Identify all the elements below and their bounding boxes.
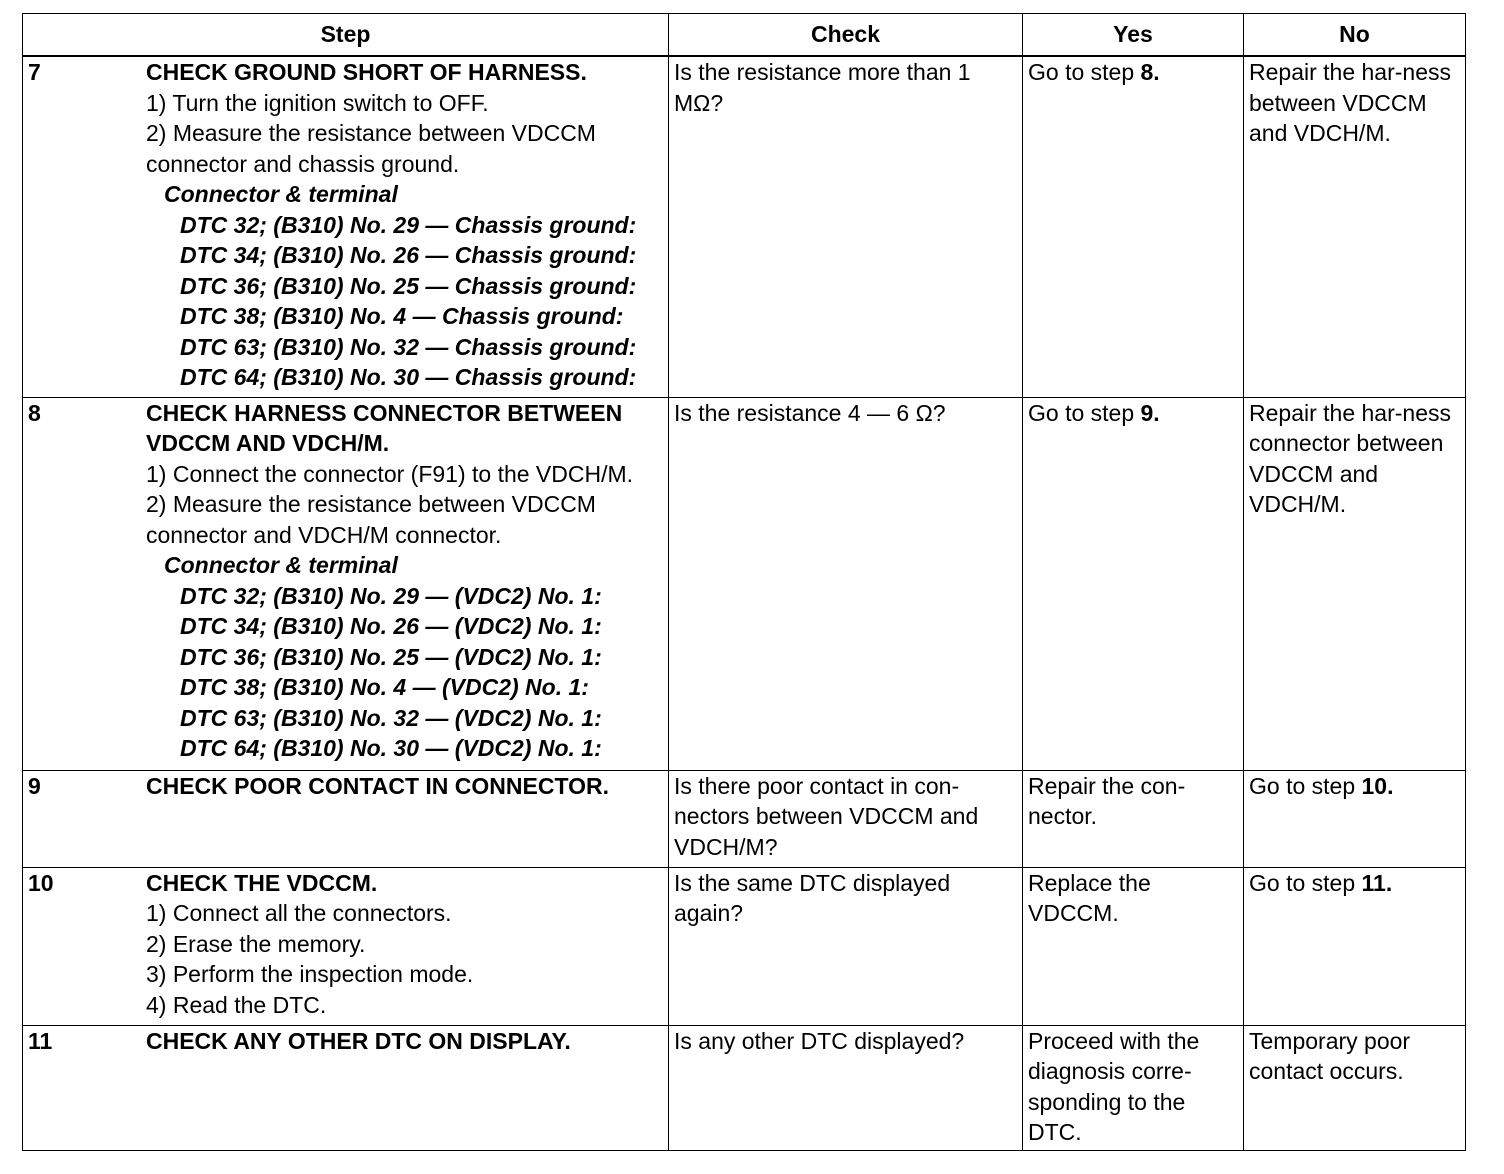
check-cell [669, 56, 1023, 397]
header-no: No [1244, 14, 1466, 57]
table-row [23, 770, 1466, 867]
connector-terminal-label: Connector & terminal [164, 181, 398, 207]
no-cell [1244, 397, 1466, 770]
terminal-spec: DTC 34; (B310) No. 26 — (VDC2) No. 1: [180, 613, 602, 639]
no-text: Go to step [1249, 869, 1362, 896]
table-row [23, 56, 1466, 397]
yes-text: Proceed with the diagnosis corre-sponding to the DTC. [1028, 1027, 1200, 1145]
terminal-spec: DTC 63; (B310) No. 32 — Chassis ground: [180, 333, 637, 360]
step-instruction: 1) Connect all the connectors. [146, 900, 452, 926]
step-instruction: 2) Measure the resistance between VDCCM connector and VDCH/M connector. [146, 491, 596, 548]
terminal-spec: DTC 34; (B310) No. 26 — Chassis ground: [180, 242, 637, 268]
step-cell [23, 867, 669, 1025]
check-text: Is any other DTC displayed? [674, 1027, 965, 1054]
check-text: Is the same DTC displayed again? [674, 869, 951, 926]
yes-cell [1023, 56, 1244, 397]
terminal-spec: DTC 64; (B310) No. 30 — Chassis ground: [180, 364, 637, 390]
table-row [23, 867, 1466, 1025]
diagnostic-table [22, 13, 1466, 1151]
step-cell [23, 56, 669, 397]
no-text: Repair the har-ness between VDCCM and VDCH/M. [1249, 59, 1451, 146]
step-number: 9 [28, 772, 41, 799]
yes-text: Go to step [1028, 399, 1141, 426]
yes-step-ref: 8. [1140, 59, 1160, 85]
check-text: Is there poor contact in con-nectors between VDCCM and VDCH/M? [674, 772, 979, 860]
step-instruction: 1) Connect the connector (F91) to the VDCH/M. [146, 460, 634, 487]
step-number: 8 [28, 399, 41, 426]
step-body [146, 1026, 663, 1057]
step-title: CHECK HARNESS CONNECTOR BETWEEN VDCCM AND VDCH/M. [146, 399, 623, 456]
step-number: 7 [28, 59, 41, 85]
no-text: Repair the har-ness connector between VDCCM and VDCH/M. [1249, 399, 1451, 517]
step-instruction: 3) Perform the inspection mode. [146, 961, 474, 987]
header-check: Check [669, 14, 1023, 57]
yes-step-ref: 9. [1140, 399, 1160, 426]
yes-cell [1023, 1025, 1244, 1150]
no-cell [1244, 867, 1466, 1025]
terminal-spec: DTC 36; (B310) No. 25 — Chassis ground: [180, 272, 637, 299]
no-text: Temporary poor contact occurs. [1249, 1027, 1411, 1084]
step-body [146, 398, 663, 764]
step-title: CHECK GROUND SHORT OF HARNESS. [146, 59, 587, 85]
terminal-spec: DTC 64; (B310) No. 30 — (VDC2) No. 1: [180, 735, 602, 761]
no-step-ref: 11. [1361, 869, 1393, 896]
no-cell [1244, 56, 1466, 397]
no-cell [1244, 770, 1466, 867]
step-title: CHECK THE VDCCM. [146, 869, 378, 896]
yes-text: Replace the VDCCM. [1028, 869, 1151, 926]
header-step: Step [23, 14, 669, 57]
step-body [146, 57, 663, 393]
yes-cell [1023, 867, 1244, 1025]
check-cell [669, 770, 1023, 867]
step-cell [23, 397, 669, 770]
check-cell [669, 1025, 1023, 1150]
no-cell [1244, 1025, 1466, 1150]
header-row [23, 14, 1466, 57]
terminal-spec: DTC 32; (B310) No. 29 — (VDC2) No. 1: [180, 582, 602, 609]
step-instruction: 4) Read the DTC. [146, 991, 327, 1018]
header-yes: Yes [1023, 14, 1244, 57]
check-text: Is the resistance 4 — 6 Ω? [674, 399, 946, 426]
yes-cell [1023, 397, 1244, 770]
step-instruction: 2) Erase the memory. [146, 930, 366, 957]
terminal-spec: DTC 38; (B310) No. 4 — (VDC2) No. 1: [180, 674, 589, 700]
table-body [23, 56, 1466, 1150]
step-number: 10 [28, 869, 54, 896]
step-instruction: 1) Turn the ignition switch to OFF. [146, 89, 489, 116]
step-cell [23, 770, 669, 867]
connector-terminal-label: Connector & terminal [164, 552, 398, 578]
step-body [146, 771, 663, 802]
yes-cell [1023, 770, 1244, 867]
terminal-spec: DTC 63; (B310) No. 32 — (VDC2) No. 1: [180, 704, 602, 731]
step-instruction: 2) Measure the resistance between VDCCM connector and chassis ground. [146, 120, 596, 177]
step-title: CHECK ANY OTHER DTC ON DISPLAY. [146, 1027, 571, 1054]
step-body [146, 868, 663, 1021]
step-title: CHECK POOR CONTACT IN CONNECTOR. [146, 772, 609, 799]
no-step-ref: 10. [1361, 772, 1394, 799]
step-number: 11 [28, 1027, 53, 1054]
table-row [23, 397, 1466, 770]
no-text: Go to step [1249, 772, 1362, 799]
step-cell [23, 1025, 669, 1150]
check-cell [669, 397, 1023, 770]
terminal-spec: DTC 38; (B310) No. 4 — Chassis ground: [180, 303, 624, 329]
yes-text: Go to step [1028, 59, 1141, 85]
terminal-spec: DTC 36; (B310) No. 25 — (VDC2) No. 1: [180, 643, 602, 670]
table-row [23, 1025, 1466, 1150]
check-cell [669, 867, 1023, 1025]
terminal-spec: DTC 32; (B310) No. 29 — Chassis ground: [180, 211, 637, 238]
yes-text: Repair the con-nector. [1028, 772, 1186, 829]
check-text: Is the resistance more than 1 MΩ? [674, 59, 971, 116]
